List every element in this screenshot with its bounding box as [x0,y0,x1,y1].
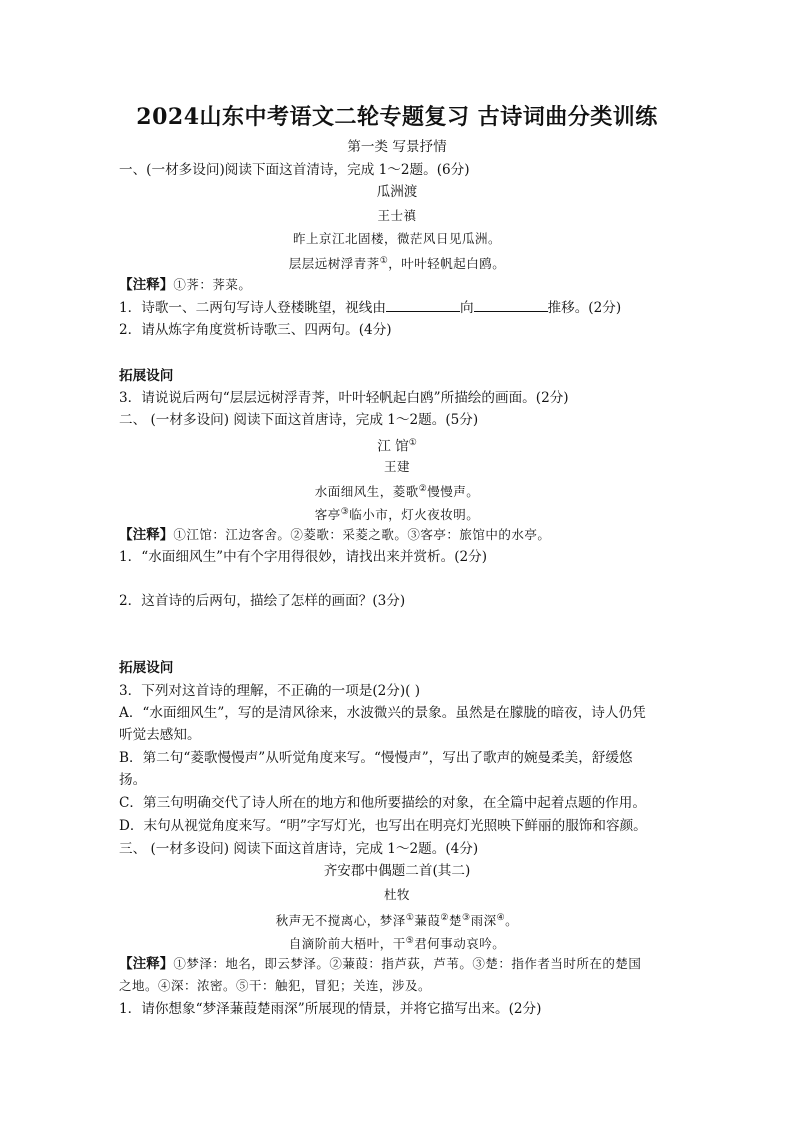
section3-intro: 三、 (一材多设问) 阅读下面这首唐诗，完成 1～2题。(4分) [119,841,479,857]
poem3-line2: 自滴阶前大梧叶，干⑤君何事动哀吟。 [288,936,506,952]
option-b-line2: 扬。 [119,772,147,788]
poem1-title: 瓜洲渡 [376,184,418,200]
poem3-title: 齐安郡中偶题二首(其二) [323,863,471,879]
option-d: D．末句从视觉角度来写。“明”字写灯光，也写出在明亮灯光照映下鲜丽的服饰和容颜。 [119,818,647,834]
extension-heading-2: 拓展设问 [119,660,174,676]
question-3-1: 1．请你想象“梦泽蒹葭楚雨深”所展现的情景，并将它描写出来。(2分) [119,1001,542,1017]
question-2-3: 3．下列对这首诗的理解，不正确的一项是(2分)( ) [119,683,421,699]
poem3-notes-line2: 之地。④深：浓密。⑤干：触犯，冒犯；关连，涉及。 [119,978,432,993]
poem2-title: 江 馆① [377,438,417,455]
option-a-line2: 听觉去感知。 [119,727,201,743]
section1-intro: 一、(一材多设问)阅读下面这首清诗，完成 1～2题。(6分) [119,162,470,178]
poem3-line1: 秋声无不搅离心，梦泽①蒹葭②楚③雨深④。 [275,913,519,929]
question-2-1: 1．“水面细风生”中有个字用得很妙，请找出来并赏析。(2分) [119,549,488,565]
answer-blank-2[interactable] [474,299,548,312]
question-1-2: 2．请从炼字角度赏析诗歌三、四两句。(4分) [119,322,392,338]
poem2-author: 王建 [383,459,410,474]
poem1-author: 王士禛 [377,208,417,223]
option-b-line1: B．第二句“菱歌慢慢声”从听觉角度来写。“慢慢声”，写出了歌声的婉曼柔美，舒缓悠 [119,750,633,766]
page-title: 2024山东中考语文二轮专题复习 古诗词曲分类训练 [136,104,658,130]
answer-blank-1[interactable] [386,299,460,312]
question-1-3: 3．请说说后两句“层层远树浮青荠，叶叶轻帆起白鸥”所描绘的画面。(2分) [119,390,569,406]
poem1-line2: 层层远树浮青荠①，叶叶轻帆起白鸥。 [288,256,506,272]
question-1-1: 1．诗歌一、二两句写诗人登楼眺望，视线由 向 推移。(2分) [119,300,622,316]
poem2-line2: 客亭③临小市，灯火夜妆明。 [314,507,480,523]
poem3-author: 杜牧 [383,887,410,902]
poem1-notes: 【注释】①荠：荠菜。 [119,277,252,293]
option-c: C．第三句明确交代了诗人所在的地方和他所要描绘的对象，在全篇中起着点题的作用。 [119,795,646,811]
poem3-notes-line1: 【注释】①梦泽：地名，即云梦泽。②蒹葭：指芦荻，芦苇。③楚：指作者当时所在的楚国 [119,956,642,972]
section2-intro: 二、 (一材多设问) 阅读下面这首唐诗，完成 1～2题。(5分) [119,412,479,428]
poem2-notes: 【注释】①江馆：江边客舍。②菱歌：采菱之歌。③客亭：旅馆中的水亭。 [119,527,551,543]
question-2-2: 2．这首诗的后两句，描绘了怎样的画面？(3分) [119,593,406,609]
poem1-line1: 昨上京江北固楼，微茫风日见瓜洲。 [292,231,501,246]
poem2-line1: 水面细风生，菱歌②慢慢声。 [314,484,480,500]
option-a-line1: A．“水面细风生”，写的是清风徐来，水波微兴的景象。虽然是在朦胧的暗夜，诗人仍凭 [119,705,646,721]
extension-heading-1: 拓展设问 [119,368,174,384]
category-heading: 第一类 写景抒情 [347,139,447,155]
